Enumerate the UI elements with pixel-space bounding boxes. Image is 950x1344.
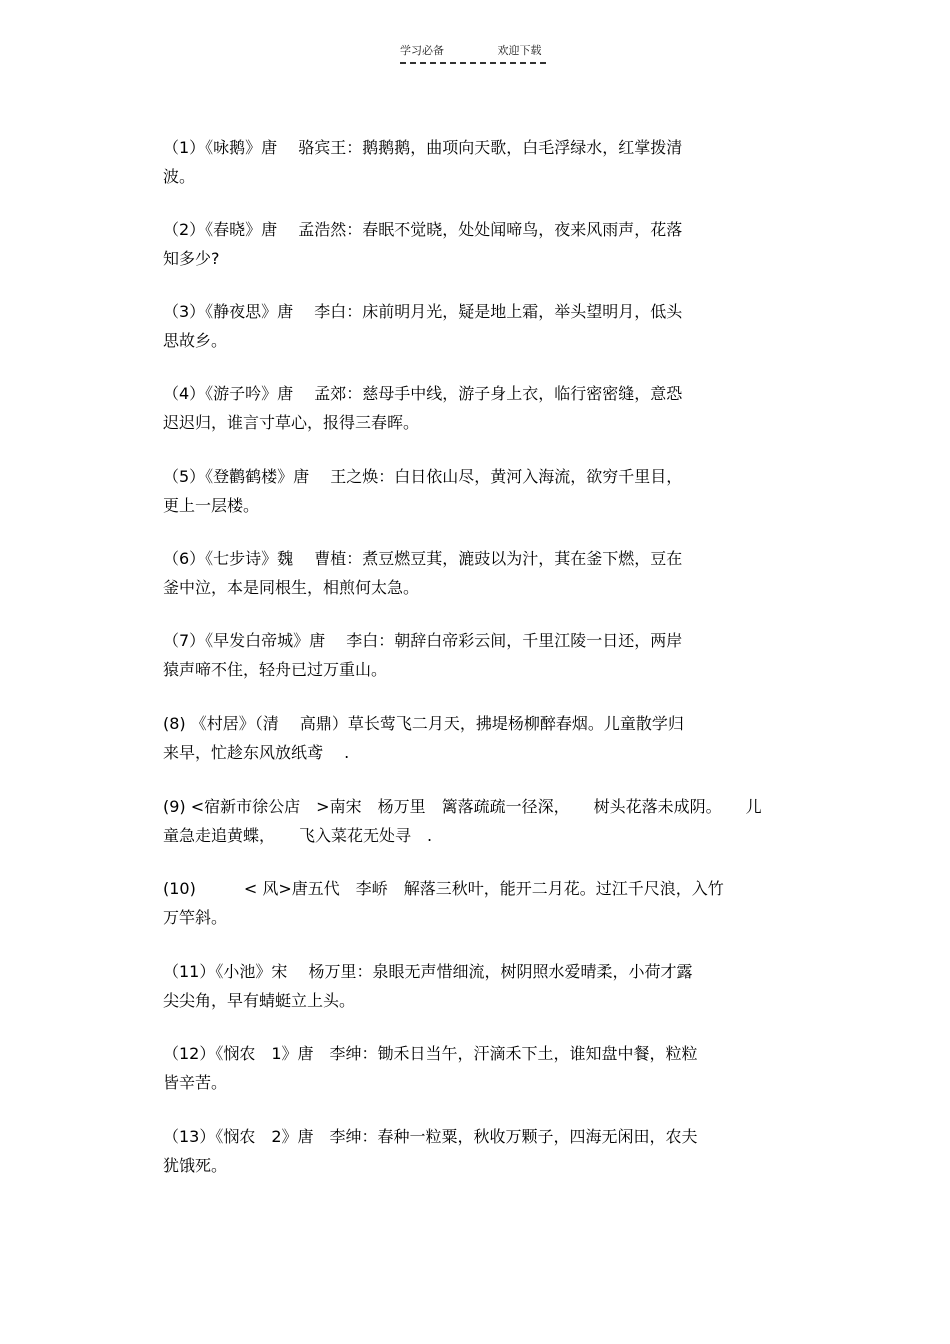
poem-line: 迟迟归，谁言寸草心，报得三春晖。: [163, 413, 420, 432]
poem-9: [163, 792, 803, 850]
header-right-text: 欢迎下载: [497, 44, 542, 57]
poem-7: [163, 626, 803, 684]
poem-line: 釜中泣，本是同根生，相煎何太急。: [163, 578, 420, 597]
poem-11: [163, 957, 803, 1015]
poem-10: [163, 874, 803, 932]
poem-2: [163, 215, 803, 273]
poem-line: 猿声啼不住，轻舟已过万重山。: [163, 660, 388, 679]
poem-line: （12）《悯农 1》唐 李绅：锄禾日当午，汗滴禾下土，谁知盘中餐，粒粒: [163, 1044, 698, 1063]
header-left-text: 学习必备: [400, 44, 444, 57]
poem-line: 皆辛苦。: [163, 1073, 228, 1092]
poem-line: 犹饿死。: [163, 1156, 228, 1175]
poem-line: 尖尖角，早有蜻蜓立上头。: [163, 991, 356, 1010]
poem-line: 来早，忙趁东风放纸鸢 .: [163, 743, 350, 762]
poem-line: (8) 《村居》（清 高鼎）草长莺飞二月天，拂堤杨柳醉春烟。儿童散学归: [163, 714, 684, 733]
poem-line: （3）《静夜思》唐 李白：床前明月光，疑是地上霜，举头望明月，低头: [163, 302, 683, 321]
poem-8: [163, 709, 803, 767]
poem-line: 思故乡。: [163, 331, 228, 350]
poem-4: [163, 379, 803, 437]
poem-line: (9) <宿新市徐公店 >南宋 杨万里 篱落疏疏一径深， 树头花落未成阴。 儿: [163, 797, 762, 816]
poem-1: [163, 133, 803, 191]
poem-line: （4）《游子吟》唐 孟郊：慈母手中线，游子身上衣，临行密密缝，意恐: [163, 384, 683, 403]
poem-line: （13）《悯农 2》唐 李绅：春种一粒粟，秋收万颗子，四海无闲田，农夫: [163, 1127, 698, 1146]
poem-13: [163, 1122, 803, 1180]
poem-line: 万竿斜。: [163, 908, 228, 927]
poem-line: （11）《小池》宋 杨万里：泉眼无声惜细流，树阴照水爱晴柔，小荷才露: [163, 962, 693, 981]
poem-line: （2）《春晓》唐 孟浩然：春眠不觉晓，处处闻啼鸟，夜来风雨声，花落: [163, 220, 683, 239]
poem-line: （5）《登鹳鹤楼》唐 王之焕：白日依山尽，黄河入海流，欲穷千里目，: [163, 467, 683, 486]
poem-5: [163, 462, 803, 520]
poem-line: 波。: [163, 167, 196, 186]
poem-line: (10) < 风>唐五代 李峤 解落三秋叶，能开二月花。过江千尺浪，入竹: [163, 879, 724, 898]
poem-line: （1）《咏鹅》唐 骆宾王：鹅鹅鹅，曲项向天歌，白毛浮绿水，红掌拨清: [163, 138, 683, 157]
poem-line: （6）《七步诗》魏 曹植：煮豆燃豆萁，漉豉以为汁，萁在釜下燃，豆在: [163, 549, 683, 568]
poem-line: 童急走追黄蝶， 飞入菜花无处寻 .: [163, 826, 433, 845]
poem-6: [163, 544, 803, 602]
poem-line: 更上一层楼。: [163, 496, 260, 515]
header-dashed-rule: [400, 62, 546, 64]
poem-12: [163, 1039, 803, 1097]
poem-line: （7）《早发白帝城》唐 李白：朝辞白帝彩云间，千里江陵一日还，两岸: [163, 631, 683, 650]
poem-line: 知多少?: [163, 249, 220, 268]
poem-3: [163, 297, 803, 355]
page-header: [400, 44, 542, 58]
